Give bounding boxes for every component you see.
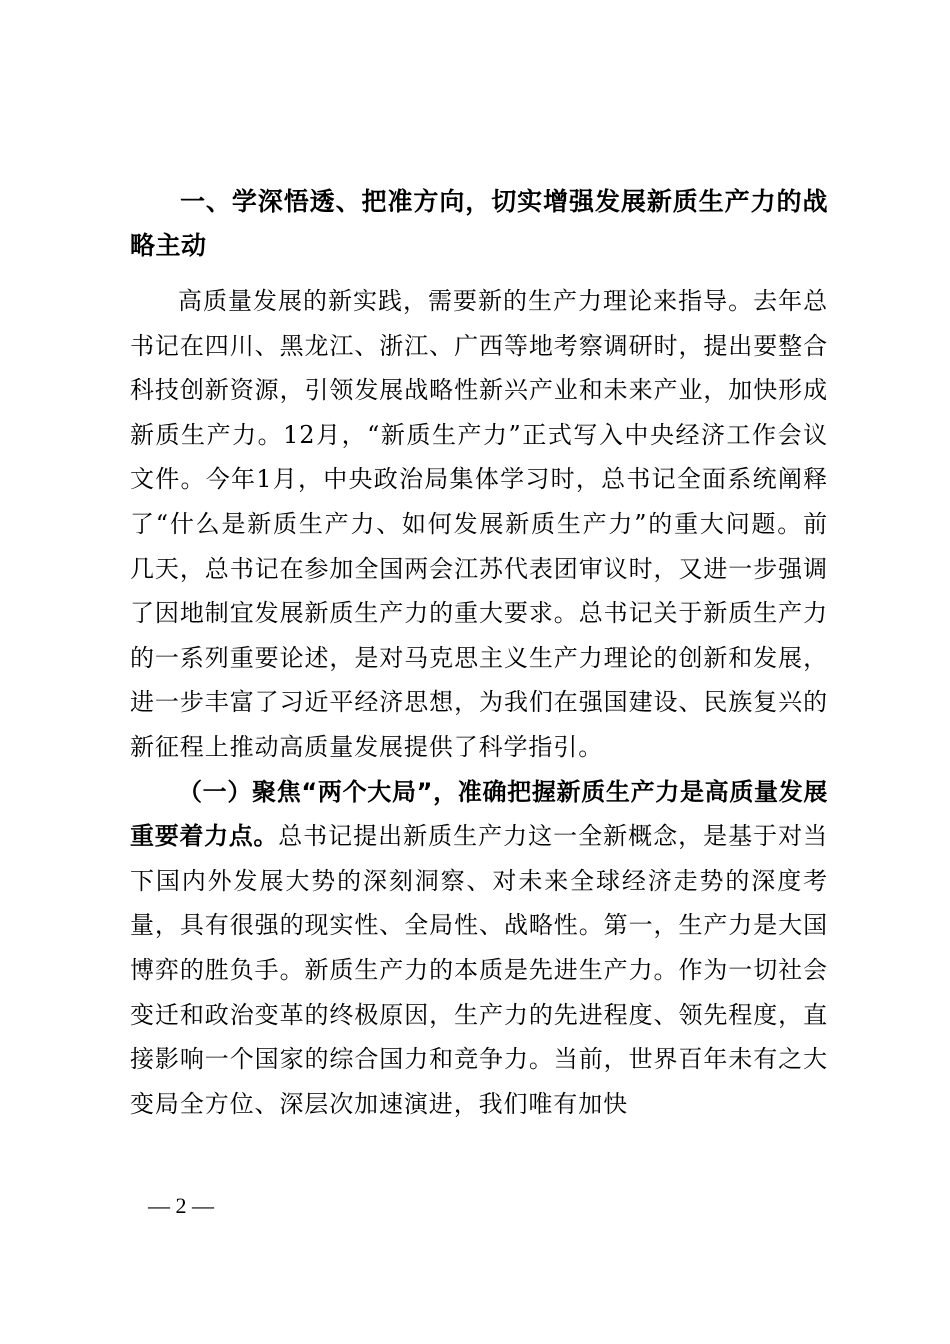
section-heading: 一、学深悟透、把准方向，切实增强发展新质生产力的战略主动: [130, 187, 828, 260]
paragraph-2-body: 总书记提出新质生产力这一全新概念，是基于对当下国内外发展大势的深刻洞察、对未来全球经济走势的深度考量，具有很强的现实性、全局性、战略性。第一，生产力是大国博弈的胜负手。新质生产力的本质是先进生产力。作为一切社会变迁和政治变革的终极原因，生产力的先进程度、领先程度，直接影响一个国家的综合国力和竞争力。当前，世界百年未有之大变局全方位、深层次加速演进，我们唯有加快: [130, 822, 828, 1118]
document-body: [130, 180, 828, 1126]
page-number: — 2 —: [148, 1193, 214, 1218]
paragraph-1: 高质量发展的新实践，需要新的生产力理论来指导。去年总书记在四川、黑龙江、浙江、广西等地考察调研时，提出要整合科技创新资源，引领发展战略性新兴产业和未来产业，加快形成新质生产力。12月，“新质生产力”正式写入中央经济工作会议文件。今年1月，中央政治局集体学习时，总书记全面系统阐释了“什么是新质生产力、如何发展新质生产力”的重大问题。前几天，总书记在参加全国两会江苏代表团审议时，又进一步强调了因地制宜发展新质生产力的重大要求。总书记关于新质生产力的一系列重要论述，是对马克思主义生产力理论的创新和发展，进一步丰富了习近平经济思想，为我们在强国建设、民族复兴的新征程上推动高质量发展提供了科学指引。: [130, 287, 828, 761]
subsection-heading: （一）聚焦“两个大局”，准确把握新质生产力是高质量发展重要着力点。: [130, 777, 828, 851]
paragraph-2: [130, 770, 828, 1127]
